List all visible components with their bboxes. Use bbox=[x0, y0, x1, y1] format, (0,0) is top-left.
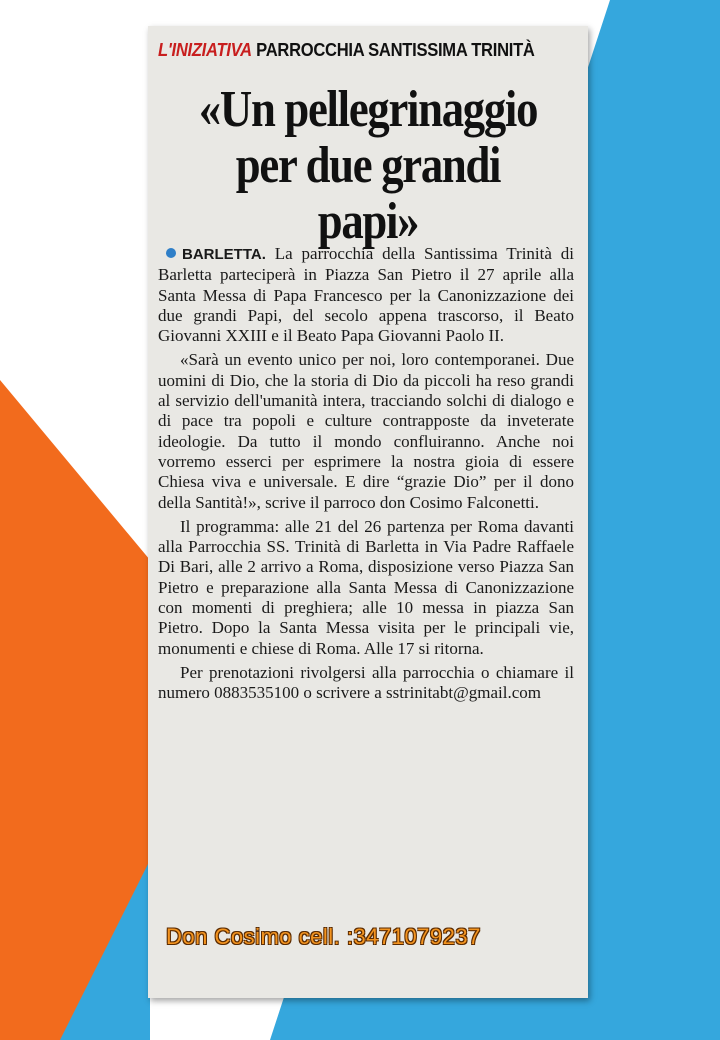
contact-phone: Don Cosimo cell. :3471079237 bbox=[166, 924, 481, 949]
kicker-title: PARROCCHIA SANTISSIMA TRINITÀ bbox=[256, 40, 535, 60]
paragraph-4: Per prenotazioni rivolgersi alla parrocchia o chiamare il numero 0883535100 o scrivere a sstrinitabt@gmail.com bbox=[158, 662, 574, 703]
kicker bbox=[158, 40, 544, 61]
paragraph-2: «Sarà un evento unico per noi, loro contemporanei. Due uomini di Dio, che la storia di Dio da piccoli ha reso grandi al servizio dell'umanità intera, tracciando solchi di dialogo e di pace tra popoli e culture contrapposte da inveterate ideologie. Da tutto il mondo confluiranno. Anche noi vorremo esserci per esprimere la nostra gioia di essere Chiesa viva e universale. E dire “grazie Dio” per il dono della Santità!», scrive il parroco don Cosimo Falconetti. bbox=[158, 350, 574, 512]
headline-line-2: per due grandi papi» bbox=[235, 137, 501, 250]
paragraph-1 bbox=[158, 244, 574, 346]
newspaper-clipping bbox=[148, 26, 588, 998]
paragraph-3: Il programma: alle 21 del 26 partenza per Roma davanti alla Parrocchia SS. Trinità di Barletta in Via Padre Raffaele Di Bari, alle 2 arrivo a Roma, disposizione verso Piazza San Pietro e preparazione alla Santa Messa di Canonizzazione con momenti di preghiera; alle 10 messa in piazza San Pietro. Dopo la Santa Messa visita per le principali vie, monumenti e chiese di Roma. Alle 17 si ritorna. bbox=[158, 516, 574, 658]
headline bbox=[189, 82, 547, 250]
article-body bbox=[158, 244, 574, 708]
kicker-tag: L'INIZIATIVA bbox=[158, 40, 252, 60]
dateline: BARLETTA. bbox=[182, 246, 266, 263]
paragraph-text: La parrocchia della Santissima Trinità di Barletta parteciperà in Piazza San Pietro il 27 aprile alla Santa Messa di Papa Francesco per la Canonizzazione dei due grandi Papi, del secolo appena trascorso, il Beato Giovanni XXIII e il Beato Papa Giovanni Paolo II. bbox=[158, 244, 574, 346]
bullet-icon bbox=[166, 248, 176, 258]
headline-line-1: «Un pellegrinaggio bbox=[198, 81, 538, 138]
